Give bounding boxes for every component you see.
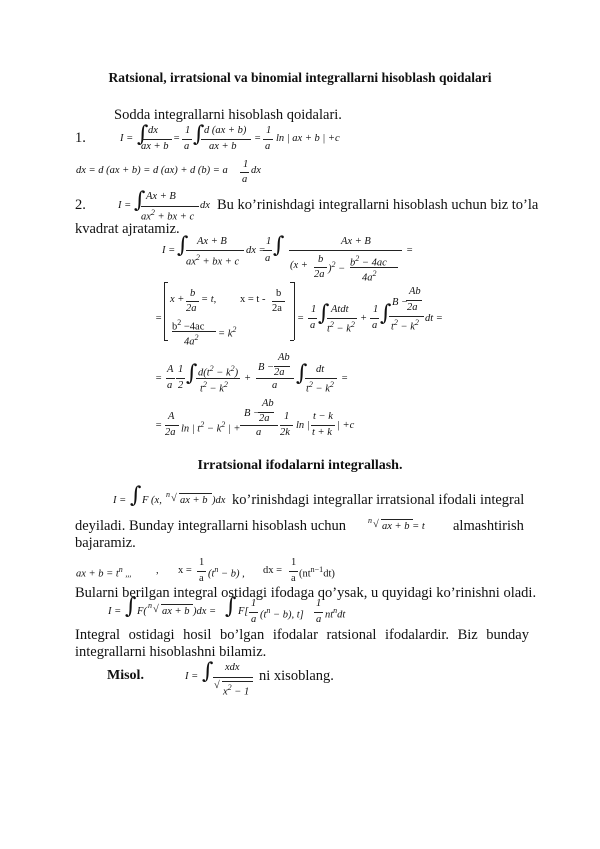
paragraph-1-cont: deyiladi. Bunday integrallarni hisoblash uchun — [75, 518, 347, 534]
paragraph-2: Bularni berilgan integral ostidagi ifodaga qo’ysak, u quyidagi ko’rinishni oladi. — [75, 585, 537, 601]
paragraph-1-last: bajaramiz. — [75, 535, 136, 551]
paragraph-3-cont: integrallarni hisoblashni bilamiz. — [75, 644, 267, 660]
item-2-text-cont: kvadrat ajratamiz. — [75, 221, 180, 237]
item-2-text: Bu ko’rinishdagi integrallarni hisoblash uchun biz to’la — [217, 197, 539, 213]
item-1-number: 1. — [75, 130, 86, 146]
item-2-number: 2. — [75, 197, 86, 213]
page-title: Ratsional, irratsional va binomial integrallarni hisoblash qoidalari — [108, 70, 492, 85]
example-text: ni xisoblang. — [259, 668, 334, 684]
paragraph-1: ko’rinishdagi integrallar irratsional ifodali integral — [232, 492, 525, 508]
paragraph-3: Integral ostidagi hosil bo’lgan ifodalar ratsional ifodalardir. Biz bunday — [75, 627, 529, 643]
section-heading: Irratsional ifodalarni integrallash. — [197, 458, 403, 473]
example-label: Misol. — [107, 668, 144, 683]
section-subtitle: Sodda integrallarni hisoblash qoidalari. — [114, 107, 342, 123]
formula-dx: dx = d (ax + b) = d (ax) + d (b) = a — [76, 165, 228, 176]
paragraph-1-end: almashtirish — [453, 518, 524, 534]
